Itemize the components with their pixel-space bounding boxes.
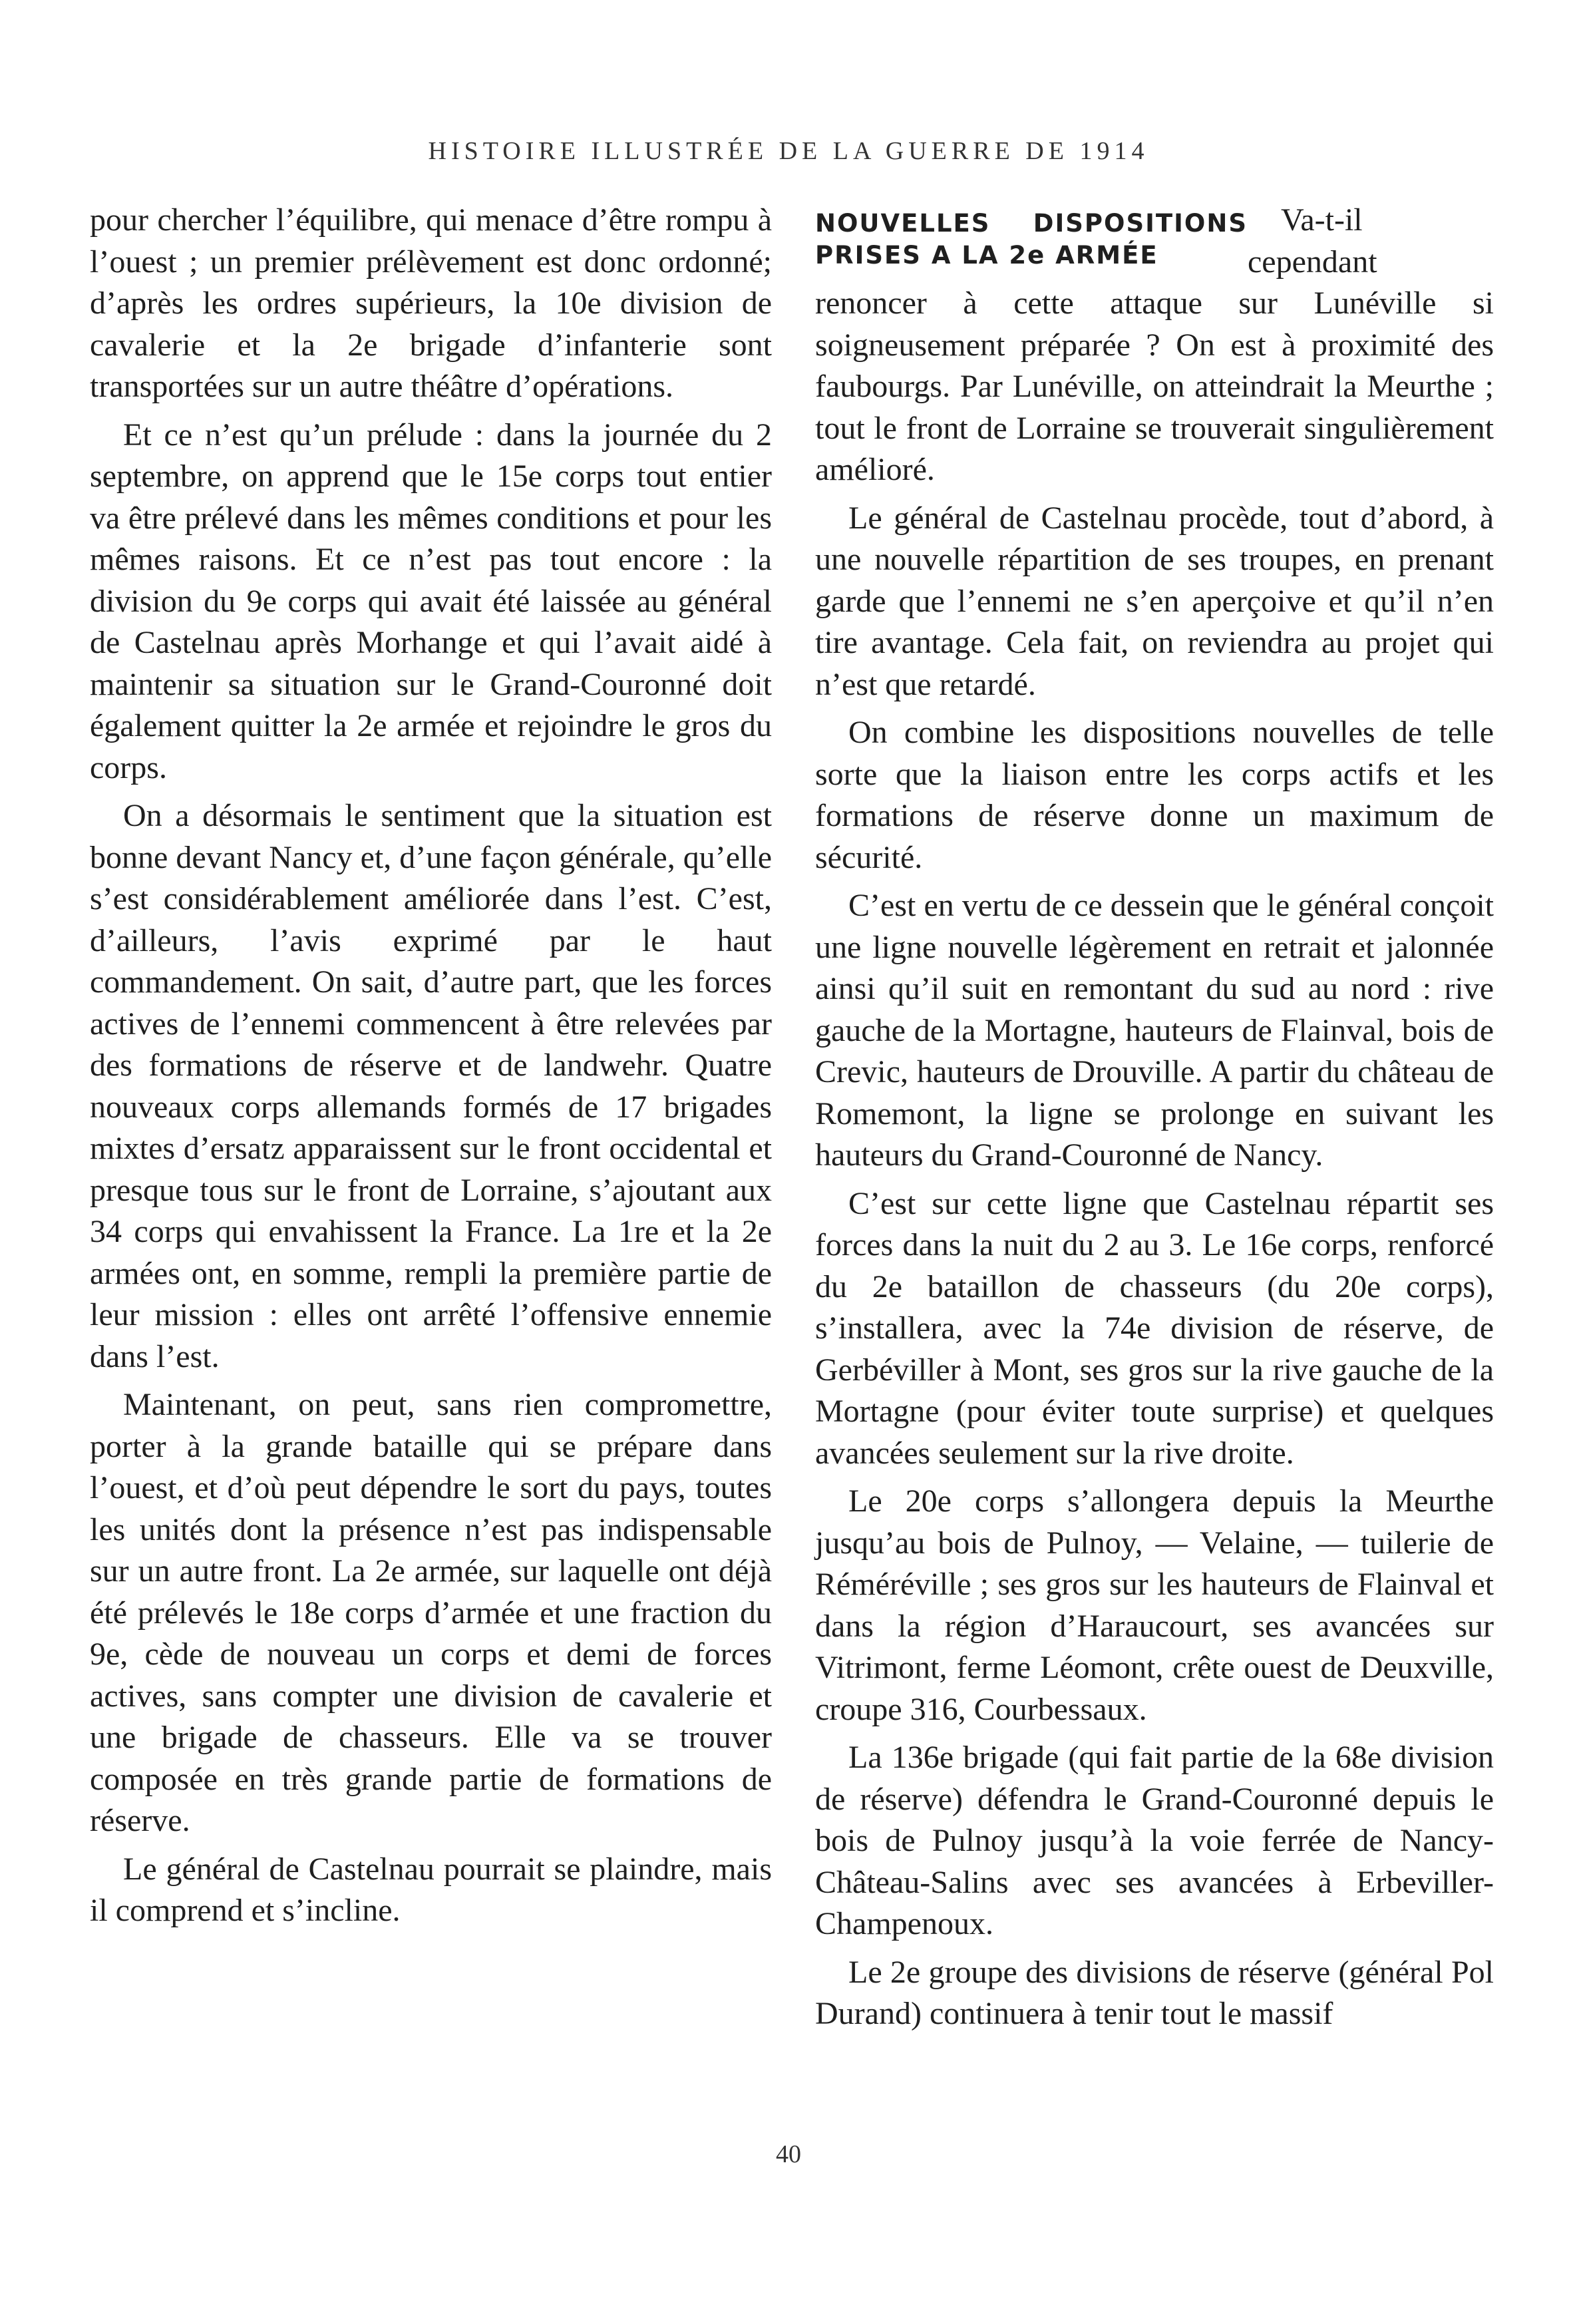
left-column <box>90 200 772 1939</box>
paragraph: Le général de Castelnau pourrait se plaindre, mais il comprend et s’incline. <box>90 1851 772 1928</box>
paragraph: Et ce n’est qu’un prélude : dans la journée du 2 septembre, on apprend que le 15e corps tout entier va être prélevé dans les mêmes conditions et pour les mêmes raisons. Et ce n’est pas tout encore : la division du 9e corps qui avait été laissée au général de Castelnau après Morhange et qui l’avait aidé à maintenir sa situation sur le Grand-Couronné doit également quitter la 2e armée et rejoindre le gros du corps. <box>90 417 772 785</box>
section-block <box>815 200 1494 491</box>
section-title: NOUVELLES DISPOSITIONS PRISES A LA 2e ARMÉE <box>815 209 1248 270</box>
paragraph: La 136e brigade (qui fait partie de la 68e division de réserve) défendra le Grand-Couronné depuis le bois de Pulnoy jusqu’à la voie ferrée de Nancy-Château-Salins avec ses avancées à Erbeviller-Champenoux. <box>815 1740 1494 1941</box>
paragraph: On a désormais le sentiment que la situation est bonne devant Nancy et, d’une façon générale, qu’elle s’est considérablement améliorée dans l’est. C’est, d’ailleurs, l’avis exprimé par le haut commandement. On sait, d’autre part, que les forces actives de l’ennemi commencent à être relevées par des formations de réserve et de landwehr. Quatre nouveaux corps allemands formés de 17 brigades mixtes d’ersatz apparaissent sur le front occidental et presque tous sur le front de Lorraine, s’ajoutant aux 34 corps qui envahissent la France. La 1re et la 2e armées ont, en somme, rempli la première partie de leur mission : elles ont arrêté l’offensive ennemie dans l’est. <box>90 798 772 1374</box>
paragraph: C’est sur cette ligne que Castelnau répartit ses forces dans la nuit du 2 au 3. Le 16e corps, renforcé du 2e bataillon de chasseurs (du 20e corps), s’installera, avec la 74e division de réserve, de Gerbéviller à Mont, ses gros sur la rive gauche de la Mortagne (pour éviter toute surprise) et quelques avancées seulement sur la rive droite. <box>815 1185 1494 1471</box>
paragraph: Maintenant, on peut, sans rien compromettre, porter à la grande bataille qui se prépare dans l’ouest, et d’où peut dépendre le sort du pays, toutes les unités dont la présence n’est pas indispensable sur un autre front. La 2e armée, sur laquelle ont déjà été prélevés le 18e corps d’armée et une fraction du 9e, cède de nouveau un corps et demi de forces actives, sans compter une division de cavalerie et une brigade de chasseurs. Elle va se trouver composée en très grande partie de formations de réserve. <box>90 1387 772 1838</box>
paragraph: C’est en vertu de ce dessein que le général conçoit une ligne nouvelle légèrement en retrait et jalonnée ainsi qu’il suit en remontant du sud au nord : rive gauche de la Mortagne, hauteurs de Flainval, bois de Crevic, hauteurs de Drouville. A partir du château de Romemont, la ligne se prolonge en suivant les hauteurs du Grand-Couronné de Nancy. <box>815 888 1494 1173</box>
paragraph: Le général de Castelnau procède, tout d’abord, à une nouvelle répartition de ses troupes, en prenant garde que l’ennemi ne s’en aperçoive et qu’il n’en tire avantage. Cela fait, on reviendra au projet qui n’est que retardé. <box>815 500 1494 702</box>
paragraph: Le 2e groupe des divisions de réserve (général Pol Durand) continuera à tenir tout le massif <box>815 1954 1494 2031</box>
section-lead-paragraph: Va-t-il cependant renoncer à cette attaque sur Lunéville si soigneusement préparée ? On est à proximité des faubourgs. Par Lunéville, on atteindrait la Meurthe ; tout le front de Lorraine se trouverait singulièrement amélioré. <box>815 202 1494 487</box>
paragraph: pour chercher l’équilibre, qui menace d’être rompu à l’ouest ; un premier prélèvement est donc ordonné; d’après les ordres supérieurs, la 10e division de cavalerie et la 2e brigade d’infanterie sont transportées sur un autre théâtre d’opérations. <box>90 202 772 404</box>
page-number: 40 <box>776 2140 801 2168</box>
paragraph: On combine les dispositions nouvelles de telle sorte que la liaison entre les corps actifs et les formations de réserve donne un maximum de sécurité. <box>815 715 1494 875</box>
right-column <box>815 200 1494 2042</box>
paragraph: Le 20e corps s’allongera depuis la Meurthe jusqu’au bois de Pulnoy, — Velaine, — tuilerie de Réméréville ; ses gros sur les hauteurs de Flainval et dans la région d’Haraucourt, ses avancées sur Vitrimont, ferme Léomont, crête ouest de Deuxville, croupe 316, Courbessaux. <box>815 1483 1494 1727</box>
running-header: HISTOIRE ILLUSTRÉE DE LA GUERRE DE 1914 <box>428 137 1149 165</box>
